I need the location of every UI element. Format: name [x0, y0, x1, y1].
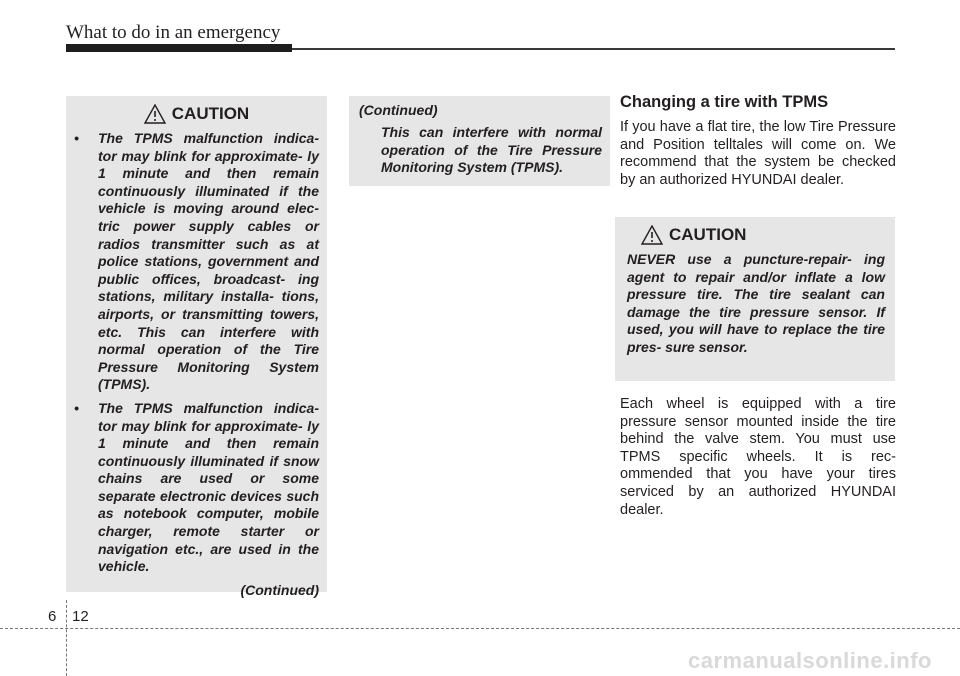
section-number: 6: [48, 608, 57, 625]
caution-bullet: [74, 400, 319, 576]
continued-text: This can interfere with normal operation of the Tire Pressure Monitoring System (TPMS).: [381, 124, 602, 176]
watermark: carmanualsonline.info: [688, 648, 932, 673]
footer-rule: [0, 628, 960, 629]
caution-box-left: [66, 96, 327, 598]
section-heading: Changing a tire with TPMS: [620, 93, 829, 111]
caution-heading-label: CAUTION: [669, 225, 747, 244]
body-paragraph: Each wheel is equipped with a tire pressure sensor mounted inside the tire behind the valve stem. You must use TPMS specific wheels. It is rec- ommended that you have your tires serviced by an authorized HYUNDAI dealer.: [620, 396, 896, 518]
page-header-title: What to do in an emergency: [66, 22, 281, 43]
continued-label: (Continued): [240, 581, 319, 598]
caution-text: NEVER use a puncture-repair- ing agent to repair and/or inflate a low pressure tire. The tire sealant can damage the tire pressure sensor. If used, you will have to replace the tire pres- sure sensor.: [627, 251, 885, 355]
caution-bullet-text: The TPMS malfunction indica- tor may blink for approximate- ly 1 minute and then remain continuously illuminated if the vehicle is moving around elec- tric power supply cables or radios transmitter such as at police stations, government and public offices, broadcast- ing stations, military installa- tions, airports, or transmitting towers, etc. This can interfere with normal operation of the Tire Pressure Monitoring System (TPMS).: [98, 130, 319, 393]
footer-divider: [66, 600, 67, 676]
bullet-dot-icon: •: [74, 130, 79, 146]
caution-heading-label: CAUTION: [171, 104, 250, 123]
caution-box-right: [615, 217, 895, 381]
caution-bullet-text: The TPMS malfunction indica- tor may blink for approximate- ly 1 minute and then remain continuously illuminated if snow chains are used or some separate electronic devices such as notebook computer, mobile charger, remote starter or navigation etc., are used in the vehicle.: [98, 399, 319, 575]
warning-triangle-icon: [144, 104, 166, 124]
warning-triangle-icon: [641, 225, 663, 245]
continued-box-middle: [349, 96, 610, 186]
caution-heading: [74, 104, 319, 124]
bullet-dot-icon: •: [74, 399, 79, 416]
caution-bullet: [74, 130, 319, 394]
body-paragraph: If you have a flat tire, the low Tire Pressure and Position telltales will come on. We recommend that the system be checked by an authorized HYUNDAI dealer.: [620, 119, 896, 188]
caution-heading: [627, 225, 885, 245]
page-number: 12: [72, 608, 89, 625]
continued-label: (Continued): [359, 102, 438, 118]
header-rule-thick: [66, 44, 292, 52]
header-rule-thin: [292, 48, 895, 50]
